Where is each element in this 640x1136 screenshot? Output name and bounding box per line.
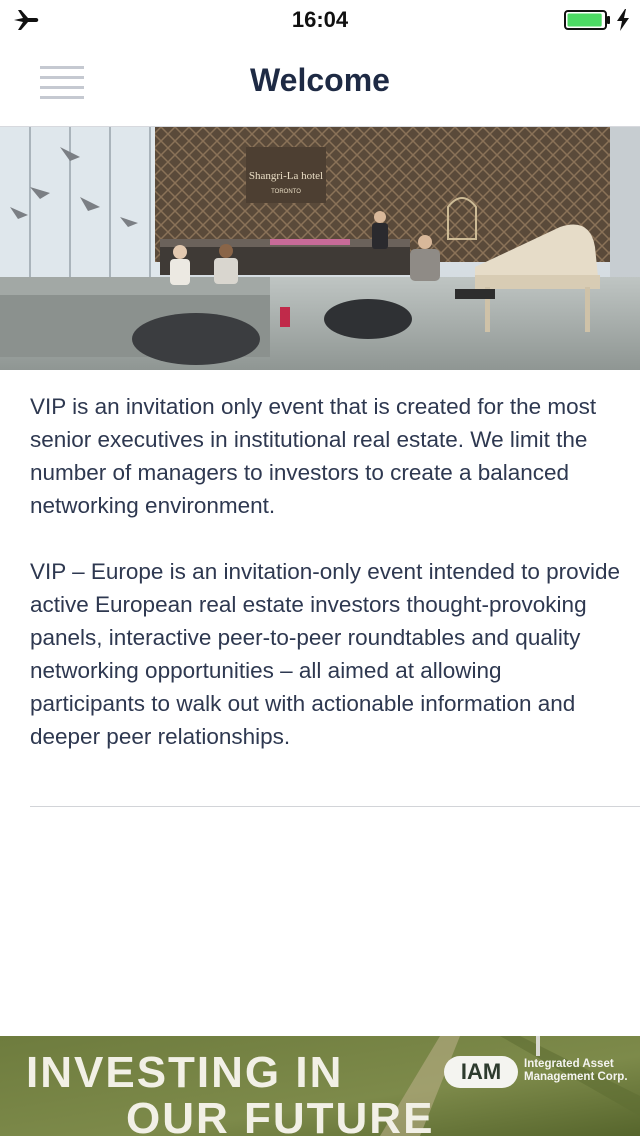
company-line2: Management Corp.	[524, 1071, 628, 1083]
hotel-sign: Shangri-La hotel	[248, 170, 324, 182]
hero-image	[0, 127, 640, 370]
bolt-icon	[616, 9, 630, 31]
sponsor-banner[interactable]	[0, 1036, 640, 1136]
banner-headline-line2: OUR FUTURE	[126, 1094, 435, 1136]
hotel-sign-sub: TORONTO	[271, 189, 301, 195]
welcome-content	[30, 390, 620, 786]
page-title: Welcome	[250, 62, 390, 98]
banner-headline-line1: INVESTING IN	[26, 1048, 344, 1097]
battery-icon	[564, 10, 612, 30]
status-bar	[0, 0, 640, 40]
iam-logo: IAM	[444, 1056, 518, 1088]
company-line1: Integrated Asset	[524, 1058, 614, 1070]
europe-paragraph: VIP – Europe is an invitation-only event intended to provide active European real estate investors thought-provoking panels, interactive peer-to-peer roundtables and quality networking opportunities – all aimed at allowing participants to walk out with actionable information and deeper peer relationships.	[30, 559, 620, 749]
divider	[30, 806, 640, 807]
status-time: 16:04	[291, 7, 349, 32]
intro-paragraph: VIP is an invitation only event that is created for the most senior executives in institutional real estate. We limit the number of managers to investors to create a balanced networking environment.	[30, 394, 597, 518]
iam-company-name	[524, 1058, 636, 1084]
navigation-bar	[0, 40, 640, 127]
